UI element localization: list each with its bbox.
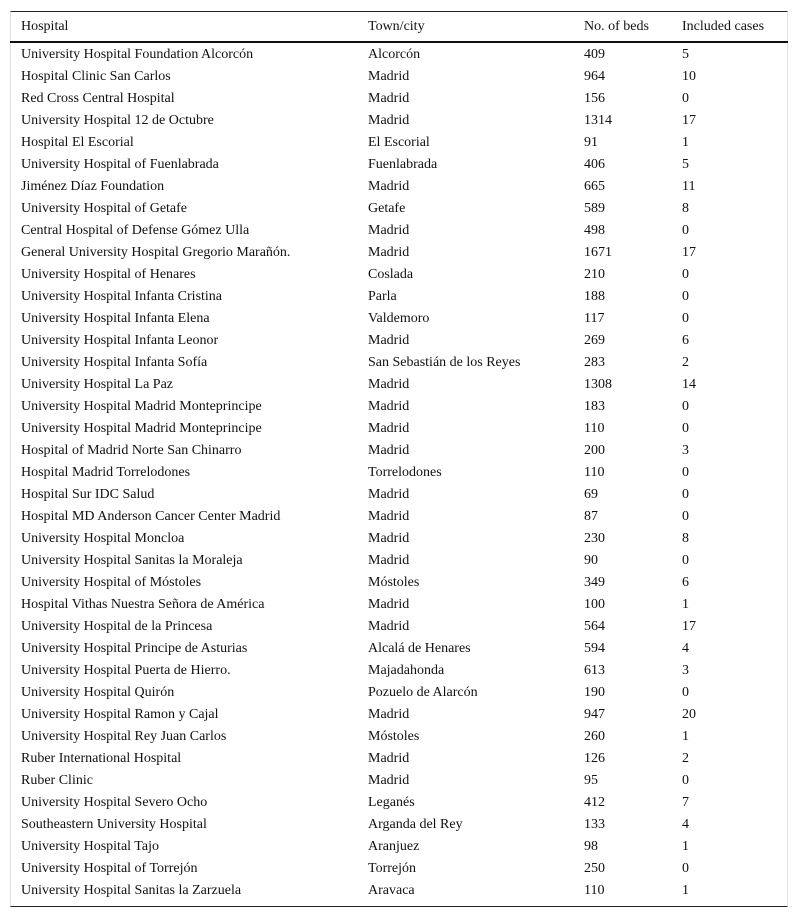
cell-town-city: Madrid bbox=[368, 179, 410, 194]
table-row bbox=[10, 132, 788, 154]
table-row bbox=[10, 330, 788, 352]
table-row bbox=[10, 836, 788, 858]
cell-included-cases: 3 bbox=[682, 443, 689, 458]
table-row bbox=[10, 264, 788, 286]
cell-town-city: Torrejón bbox=[368, 861, 417, 876]
cell-no-of-beds: 87 bbox=[584, 509, 598, 524]
cell-no-of-beds: 613 bbox=[584, 663, 605, 678]
table-row bbox=[10, 726, 788, 748]
cell-no-of-beds: 110 bbox=[584, 883, 605, 898]
cell-no-of-beds: 90 bbox=[584, 553, 598, 568]
cell-included-cases: 1 bbox=[682, 729, 689, 744]
cell-town-city: Madrid bbox=[368, 245, 410, 260]
table-row bbox=[10, 374, 788, 396]
cell-included-cases: 11 bbox=[682, 179, 696, 194]
cell-no-of-beds: 230 bbox=[584, 531, 605, 546]
cell-hospital: Hospital Sur IDC Salud bbox=[21, 487, 155, 502]
cell-included-cases: 0 bbox=[682, 311, 689, 326]
cell-no-of-beds: 110 bbox=[584, 465, 605, 480]
cell-no-of-beds: 1671 bbox=[584, 245, 612, 260]
cell-hospital: Southeastern University Hospital bbox=[21, 817, 207, 832]
cell-included-cases: 0 bbox=[682, 289, 689, 304]
cell-town-city: Coslada bbox=[368, 267, 414, 282]
table-row bbox=[10, 242, 788, 264]
cell-included-cases: 2 bbox=[682, 751, 689, 766]
cell-no-of-beds: 564 bbox=[584, 619, 605, 634]
cell-hospital: Red Cross Central Hospital bbox=[21, 91, 175, 106]
cell-town-city: El Escorial bbox=[368, 135, 430, 150]
cell-included-cases: 14 bbox=[682, 377, 696, 392]
table-row bbox=[10, 550, 788, 572]
cell-included-cases: 8 bbox=[682, 201, 689, 216]
table-row bbox=[10, 418, 788, 440]
cell-included-cases: 1 bbox=[682, 135, 689, 150]
cell-no-of-beds: 117 bbox=[584, 311, 605, 326]
table-row bbox=[10, 462, 788, 484]
cell-town-city: Madrid bbox=[368, 91, 410, 106]
cell-hospital: University Hospital Puerta de Hierro. bbox=[21, 663, 231, 678]
cell-town-city: Móstoles bbox=[368, 575, 420, 590]
cell-hospital: University Hospital Rey Juan Carlos bbox=[21, 729, 227, 744]
cell-town-city: Madrid bbox=[368, 223, 410, 238]
table-row bbox=[10, 814, 788, 836]
cell-town-city: Arganda del Rey bbox=[368, 817, 463, 832]
cell-hospital: University Hospital Madrid Monteprincipe bbox=[21, 421, 262, 436]
cell-no-of-beds: 183 bbox=[584, 399, 605, 414]
cell-included-cases: 0 bbox=[682, 91, 689, 106]
table-row bbox=[10, 154, 788, 176]
cell-included-cases: 0 bbox=[682, 553, 689, 568]
cell-hospital: University Hospital Severo Ocho bbox=[21, 795, 208, 810]
table-row bbox=[10, 770, 788, 792]
cell-no-of-beds: 1314 bbox=[584, 113, 612, 128]
cell-no-of-beds: 110 bbox=[584, 421, 605, 436]
cell-included-cases: 0 bbox=[682, 861, 689, 876]
cell-town-city: Madrid bbox=[368, 399, 410, 414]
cell-town-city: Madrid bbox=[368, 751, 410, 766]
cell-included-cases: 5 bbox=[682, 47, 689, 62]
cell-town-city: Alcorcón bbox=[368, 47, 421, 62]
cell-included-cases: 1 bbox=[682, 839, 689, 854]
table-row bbox=[10, 42, 788, 66]
cell-no-of-beds: 1308 bbox=[584, 377, 612, 392]
table-row bbox=[10, 748, 788, 770]
table-row bbox=[10, 352, 788, 374]
cell-town-city: Parla bbox=[368, 289, 397, 304]
cell-town-city: San Sebastián de los Reyes bbox=[368, 355, 521, 370]
cell-town-city: Madrid bbox=[368, 113, 410, 128]
cell-town-city: Madrid bbox=[368, 707, 410, 722]
table-row bbox=[10, 66, 788, 88]
table-row bbox=[10, 484, 788, 506]
cell-no-of-beds: 947 bbox=[584, 707, 605, 722]
cell-hospital: Jiménez Díaz Foundation bbox=[21, 179, 165, 194]
cell-included-cases: 1 bbox=[682, 597, 689, 612]
cell-included-cases: 0 bbox=[682, 223, 689, 238]
cell-included-cases: 0 bbox=[682, 421, 689, 436]
header-row bbox=[10, 12, 788, 42]
cell-town-city: Aranjuez bbox=[368, 839, 420, 854]
cell-town-city: Madrid bbox=[368, 553, 410, 568]
cell-no-of-beds: 594 bbox=[584, 641, 605, 656]
table-row bbox=[10, 308, 788, 330]
cell-town-city: Madrid bbox=[368, 487, 410, 502]
cell-included-cases: 0 bbox=[682, 487, 689, 502]
table-row bbox=[10, 682, 788, 704]
cell-hospital: University Hospital Madrid Monteprincipe bbox=[21, 399, 262, 414]
table-row bbox=[10, 572, 788, 594]
cell-town-city: Aravaca bbox=[368, 883, 415, 898]
cell-no-of-beds: 406 bbox=[584, 157, 605, 172]
cell-no-of-beds: 412 bbox=[584, 795, 605, 810]
cell-hospital: University Hospital de la Princesa bbox=[21, 619, 213, 634]
cell-town-city: Fuenlabrada bbox=[368, 157, 438, 172]
cell-town-city: Móstoles bbox=[368, 729, 420, 744]
table-row bbox=[10, 286, 788, 308]
table-row bbox=[10, 858, 788, 880]
cell-hospital: University Hospital of Henares bbox=[21, 267, 196, 282]
cell-no-of-beds: 91 bbox=[584, 135, 598, 150]
header-no-of-beds: No. of beds bbox=[573, 12, 671, 42]
cell-included-cases: 6 bbox=[682, 575, 689, 590]
cell-hospital: University Hospital La Paz bbox=[21, 377, 174, 392]
cell-town-city: Madrid bbox=[368, 69, 410, 84]
table-row bbox=[10, 704, 788, 726]
cell-no-of-beds: 283 bbox=[584, 355, 605, 370]
cell-town-city: Madrid bbox=[368, 443, 410, 458]
table-row bbox=[10, 506, 788, 528]
cell-hospital: University Hospital Infanta Cristina bbox=[21, 289, 223, 304]
header-included-cases: Included cases bbox=[671, 12, 788, 42]
cell-included-cases: 0 bbox=[682, 773, 689, 788]
cell-town-city: Majadahonda bbox=[368, 663, 445, 678]
cell-hospital: Hospital Clinic San Carlos bbox=[21, 69, 171, 84]
cell-hospital: Central Hospital of Defense Gómez Ulla bbox=[21, 223, 250, 238]
cell-no-of-beds: 349 bbox=[584, 575, 605, 590]
cell-hospital: Hospital El Escorial bbox=[21, 135, 134, 150]
cell-hospital: Hospital Madrid Torrelodones bbox=[21, 465, 191, 480]
table-row bbox=[10, 616, 788, 638]
cell-no-of-beds: 200 bbox=[584, 443, 605, 458]
cell-town-city: Alcalá de Henares bbox=[368, 641, 471, 656]
table-row bbox=[10, 792, 788, 814]
cell-included-cases: 1 bbox=[682, 883, 689, 898]
cell-no-of-beds: 69 bbox=[584, 487, 598, 502]
cell-included-cases: 0 bbox=[682, 685, 689, 700]
cell-no-of-beds: 964 bbox=[584, 69, 605, 84]
cell-no-of-beds: 210 bbox=[584, 267, 605, 282]
table-row bbox=[10, 88, 788, 110]
table-row bbox=[10, 176, 788, 198]
cell-no-of-beds: 250 bbox=[584, 861, 605, 876]
cell-hospital: University Hospital Tajo bbox=[21, 839, 159, 854]
cell-included-cases: 17 bbox=[682, 245, 696, 260]
table-row bbox=[10, 638, 788, 660]
cell-hospital: University Hospital 12 de Octubre bbox=[21, 113, 214, 128]
cell-town-city: Madrid bbox=[368, 421, 410, 436]
hospitals-table bbox=[10, 12, 788, 902]
cell-included-cases: 6 bbox=[682, 333, 689, 348]
table-row bbox=[10, 594, 788, 616]
cell-town-city: Madrid bbox=[368, 333, 410, 348]
cell-hospital: Ruber Clinic bbox=[21, 773, 93, 788]
table-row bbox=[10, 396, 788, 418]
cell-no-of-beds: 133 bbox=[584, 817, 605, 832]
cell-included-cases: 0 bbox=[682, 267, 689, 282]
table-row bbox=[10, 528, 788, 550]
cell-included-cases: 0 bbox=[682, 399, 689, 414]
cell-no-of-beds: 126 bbox=[584, 751, 605, 766]
cell-included-cases: 0 bbox=[682, 509, 689, 524]
cell-included-cases: 0 bbox=[682, 465, 689, 480]
cell-included-cases: 17 bbox=[682, 619, 696, 634]
cell-hospital: Hospital of Madrid Norte San Chinarro bbox=[21, 443, 242, 458]
cell-hospital: University Hospital Ramon y Cajal bbox=[21, 707, 219, 722]
cell-town-city: Madrid bbox=[368, 619, 410, 634]
cell-hospital: University Hospital of Getafe bbox=[21, 201, 188, 216]
cell-included-cases: 4 bbox=[682, 817, 689, 832]
cell-town-city: Torrelodones bbox=[368, 465, 442, 480]
cell-town-city: Madrid bbox=[368, 531, 410, 546]
cell-no-of-beds: 665 bbox=[584, 179, 605, 194]
cell-included-cases: 4 bbox=[682, 641, 689, 656]
cell-hospital: Ruber International Hospital bbox=[21, 751, 182, 766]
cell-hospital: University Hospital Infanta Elena bbox=[21, 311, 210, 326]
cell-hospital: University Hospital of Torrejón bbox=[21, 861, 198, 876]
cell-hospital: University Hospital Sanitas la Moraleja bbox=[21, 553, 243, 568]
cell-town-city: Madrid bbox=[368, 509, 410, 524]
cell-hospital: Hospital Vithas Nuestra Señora de América bbox=[21, 597, 265, 612]
table-row bbox=[10, 110, 788, 132]
cell-no-of-beds: 100 bbox=[584, 597, 605, 612]
cell-hospital: University Hospital Foundation Alcorcón bbox=[21, 47, 254, 62]
cell-hospital: Hospital MD Anderson Cancer Center Madrid bbox=[21, 509, 281, 524]
cell-hospital: University Hospital Sanitas la Zarzuela bbox=[21, 883, 242, 898]
cell-no-of-beds: 409 bbox=[584, 47, 605, 62]
table-row bbox=[10, 660, 788, 682]
cell-included-cases: 8 bbox=[682, 531, 689, 546]
cell-no-of-beds: 98 bbox=[584, 839, 598, 854]
cell-included-cases: 7 bbox=[682, 795, 689, 810]
cell-no-of-beds: 589 bbox=[584, 201, 605, 216]
cell-hospital: University Hospital of Móstoles bbox=[21, 575, 202, 590]
table-row bbox=[10, 198, 788, 220]
cell-no-of-beds: 156 bbox=[584, 91, 605, 106]
cell-hospital: University Hospital Moncloa bbox=[21, 531, 185, 546]
cell-included-cases: 10 bbox=[682, 69, 696, 84]
cell-included-cases: 20 bbox=[682, 707, 696, 722]
cell-town-city: Madrid bbox=[368, 377, 410, 392]
header-hospital: Hospital bbox=[10, 12, 357, 42]
cell-town-city: Pozuelo de Alarcón bbox=[368, 685, 478, 700]
cell-hospital: University Hospital Principe de Asturias bbox=[21, 641, 248, 656]
cell-no-of-beds: 95 bbox=[584, 773, 598, 788]
cell-included-cases: 17 bbox=[682, 113, 696, 128]
header-town-city: Town/city bbox=[357, 12, 573, 42]
cell-no-of-beds: 498 bbox=[584, 223, 605, 238]
table-row bbox=[10, 220, 788, 242]
cell-no-of-beds: 190 bbox=[584, 685, 605, 700]
cell-hospital: University Hospital of Fuenlabrada bbox=[21, 157, 219, 172]
cell-included-cases: 5 bbox=[682, 157, 689, 172]
cell-town-city: Leganés bbox=[368, 795, 415, 810]
table-row bbox=[10, 440, 788, 462]
cell-town-city: Getafe bbox=[368, 201, 406, 216]
cell-no-of-beds: 260 bbox=[584, 729, 605, 744]
cell-included-cases: 3 bbox=[682, 663, 689, 678]
cell-no-of-beds: 188 bbox=[584, 289, 605, 304]
cell-town-city: Madrid bbox=[368, 597, 410, 612]
cell-hospital: General University Hospital Gregorio Marañón. bbox=[21, 245, 291, 260]
cell-hospital: University Hospital Infanta Sofía bbox=[21, 355, 208, 370]
cell-no-of-beds: 269 bbox=[584, 333, 605, 348]
cell-town-city: Madrid bbox=[368, 773, 410, 788]
cell-town-city: Valdemoro bbox=[368, 311, 430, 326]
cell-included-cases: 2 bbox=[682, 355, 689, 370]
table-row bbox=[10, 880, 788, 902]
cell-hospital: University Hospital Infanta Leonor bbox=[21, 333, 219, 348]
cell-hospital: University Hospital Quirón bbox=[21, 685, 175, 700]
